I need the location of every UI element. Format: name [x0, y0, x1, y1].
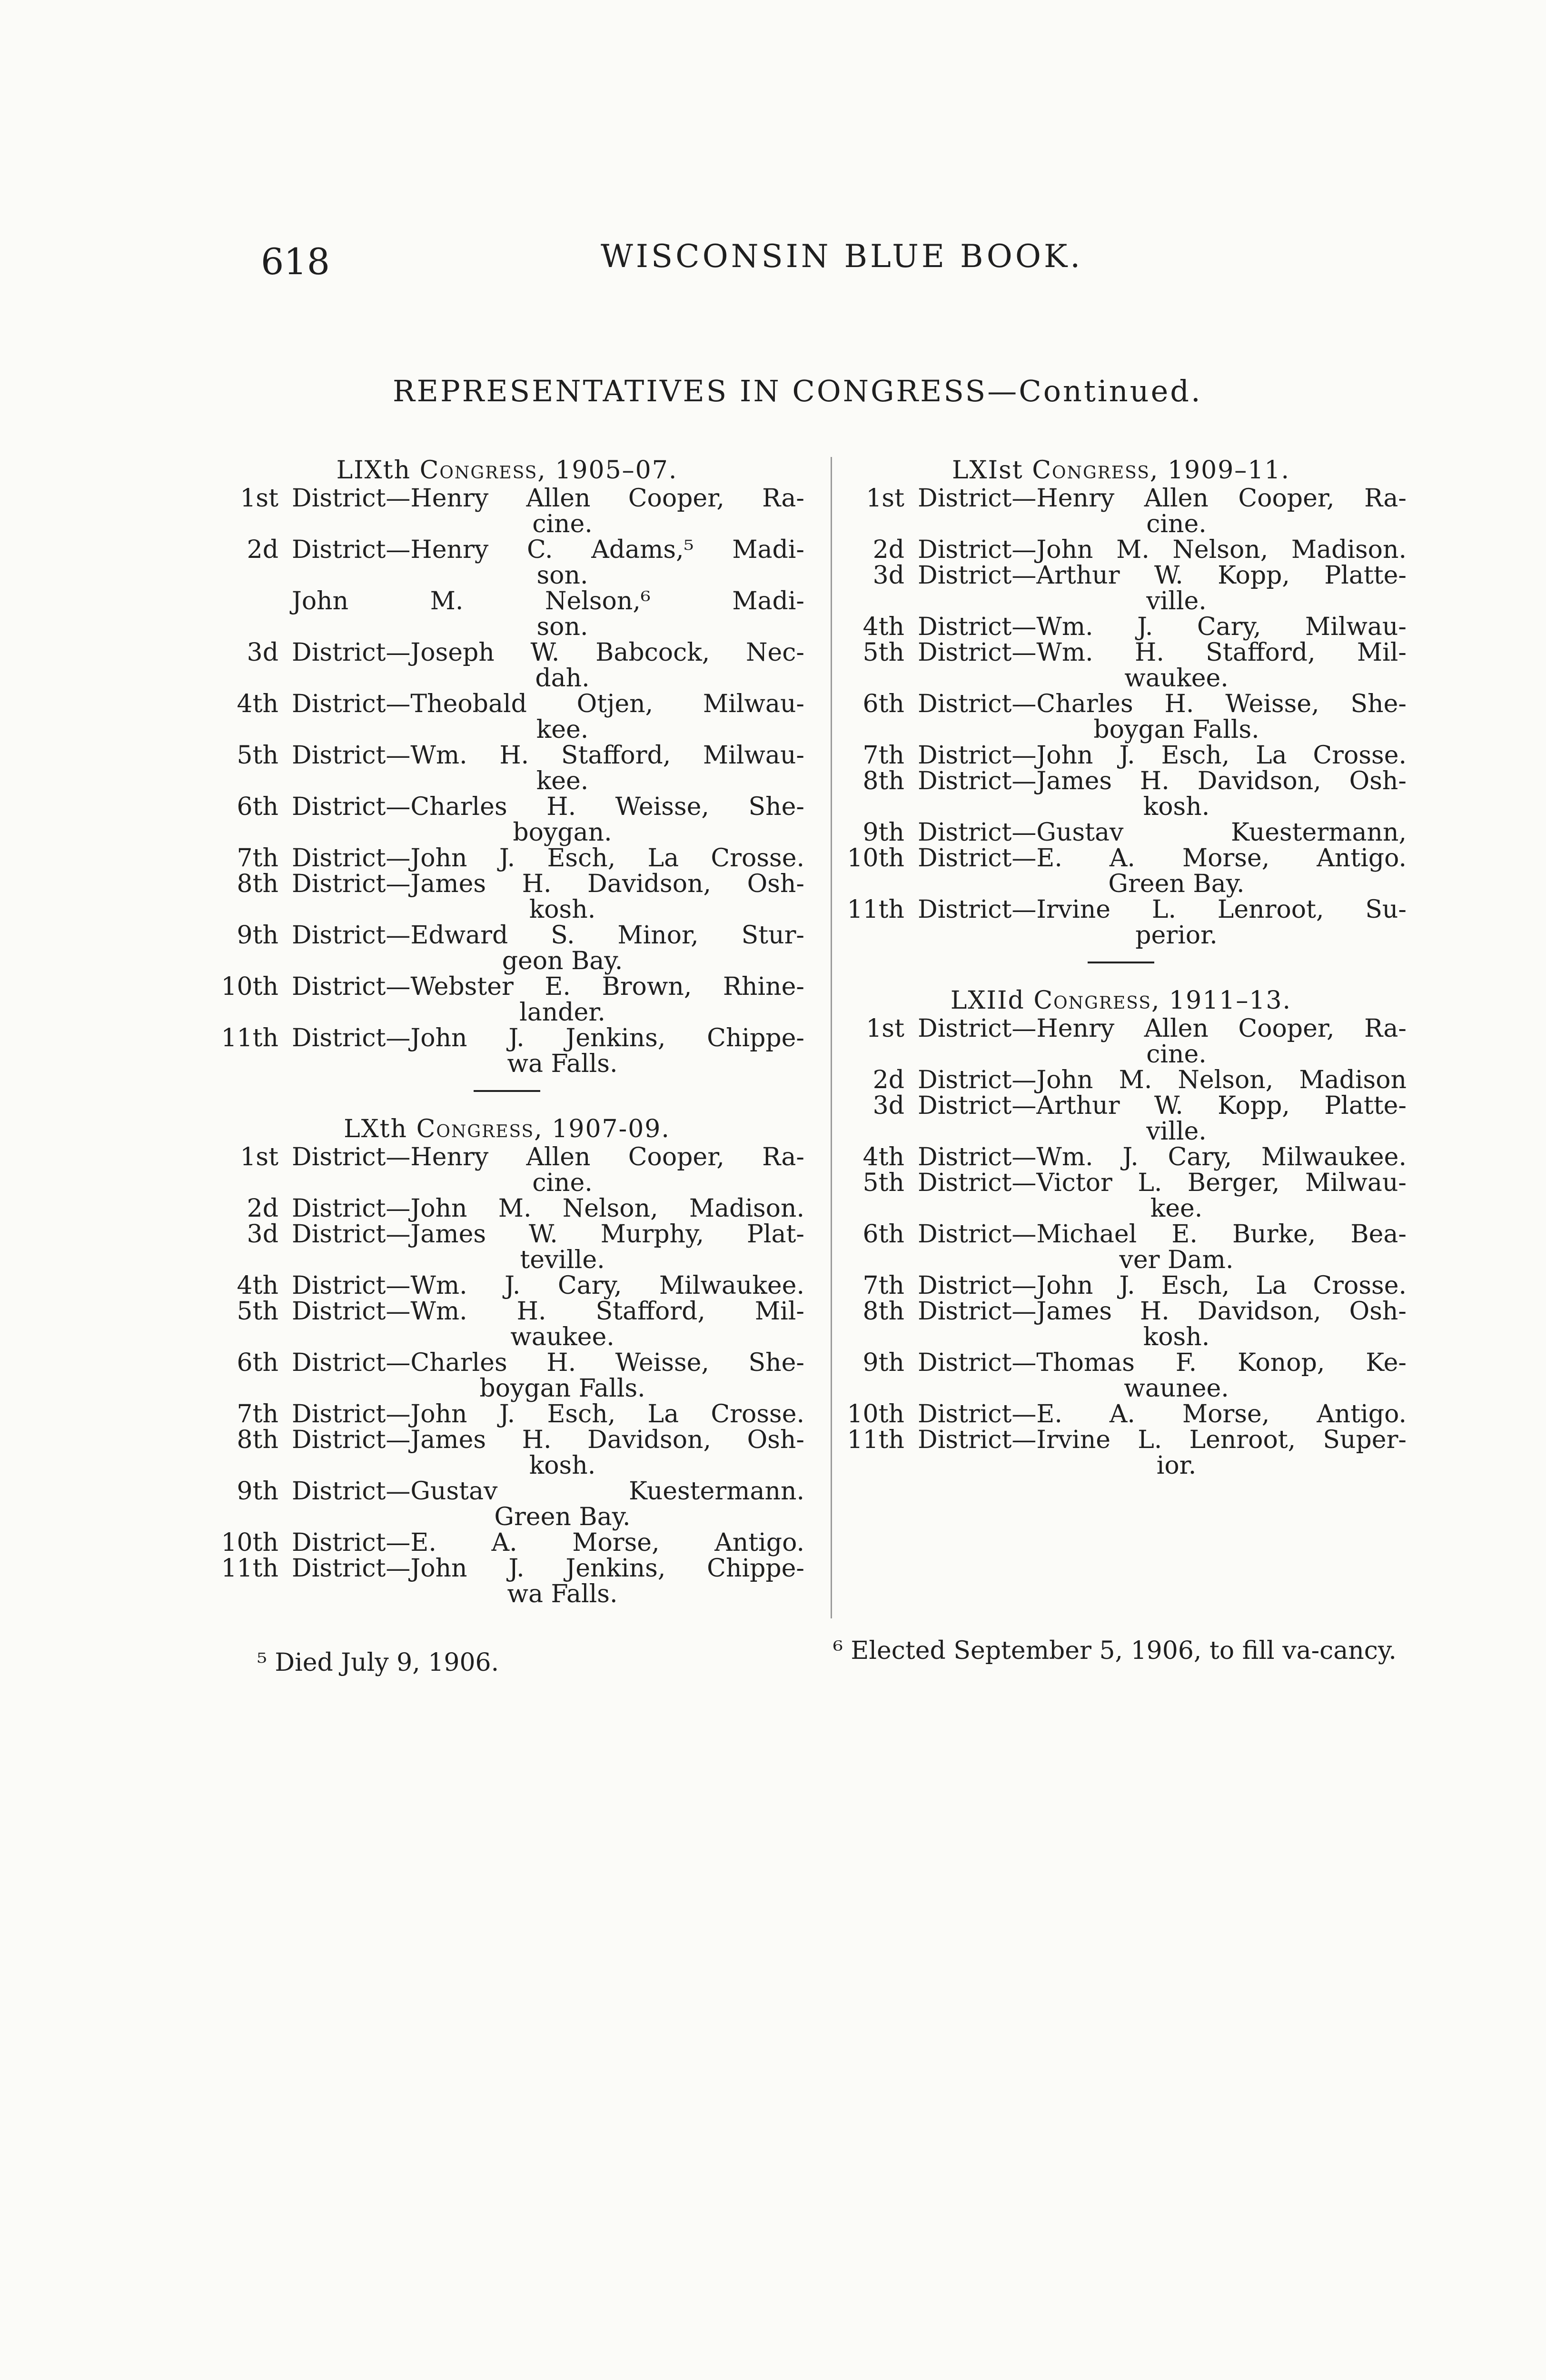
representative-line: District—Webster E. Brown, Rhine-	[292, 972, 804, 1001]
representative-line: District—Henry Allen Cooper, Ra-	[292, 1143, 804, 1171]
district-number: 11th	[221, 1554, 278, 1583]
representative-continuation: ville.	[1146, 1117, 1207, 1146]
congress-years: 1911–13.	[1169, 986, 1292, 1015]
representative-line: District—Charles H. Weisse, She-	[918, 690, 1407, 718]
representative-line: District—Henry C. Adams,⁵ Madi-	[292, 536, 804, 564]
representative-continuation: waukee.	[1124, 664, 1229, 693]
district-entry	[835, 1170, 1407, 1221]
congress-years: 1907-09.	[552, 1115, 670, 1143]
running-head: WISCONSIN BLUE BOOK.	[601, 238, 1083, 275]
representative-continuation: Green Bay.	[1108, 870, 1245, 898]
representative-continuation: wa Falls.	[507, 1050, 618, 1078]
district-entry	[209, 974, 804, 1025]
district-entry	[835, 845, 1407, 897]
representative-continuation: ver Dam.	[1119, 1246, 1234, 1274]
representative-line: District—E. A. Morse, Antigo.	[292, 1528, 804, 1557]
representative-continuation: cine.	[1146, 1040, 1207, 1069]
district-entry	[209, 1478, 804, 1530]
representative-line: District—Victor L. Berger, Milwau-	[918, 1169, 1407, 1197]
representative-continuation: kee.	[1150, 1194, 1203, 1223]
district-entry	[209, 1556, 804, 1607]
representative-line: District—John J. Esch, La Crosse.	[292, 844, 804, 873]
district-number: 8th	[862, 1297, 904, 1326]
congress-block	[835, 987, 1407, 1478]
footnote-6: ⁶ Elected September 5, 1906, to fill va-cancy.	[833, 1636, 1397, 1665]
representative-line: District—Joseph W. Babcock, Nec-	[292, 638, 804, 667]
district-entry	[835, 1016, 1407, 1067]
representative-continuation: cine.	[532, 510, 593, 538]
representative-line: District—Gustav Kuestermann.	[292, 1477, 804, 1506]
representative-line: District—John M. Nelson, Madison	[918, 1066, 1407, 1094]
representative-continuation: kosh.	[529, 1451, 596, 1480]
column-divider	[831, 457, 832, 1618]
representative-continuation: kosh.	[529, 895, 596, 924]
district-number: 11th	[221, 1024, 278, 1052]
district-number: 3d	[247, 1220, 278, 1249]
representative-line: District—Henry Allen Cooper, Ra-	[292, 484, 804, 513]
district-entry	[209, 486, 804, 537]
district-number: 4th	[237, 1271, 278, 1300]
representative-continuation: son.	[536, 613, 588, 641]
section-title: REPRESENTATIVES IN CONGRESS—Continued.	[393, 374, 1202, 408]
representative-continuation: kee.	[536, 715, 589, 744]
district-entry	[835, 1427, 1407, 1478]
congress-ordinal: LXth	[344, 1115, 408, 1143]
district-entry	[835, 1350, 1407, 1401]
representative-continuation: kee.	[536, 767, 589, 795]
district-number: 3d	[872, 1091, 904, 1120]
representative-line: District—Theobald Otjen, Milwau-	[292, 690, 804, 718]
district-entry	[209, 1221, 804, 1273]
representative-line: District—Wm. J. Cary, Milwau-	[918, 613, 1407, 641]
district-number: 1st	[240, 1143, 278, 1171]
congress-years: 1905–07.	[555, 456, 678, 485]
representative-continuation: boygan Falls.	[479, 1374, 645, 1403]
representative-line: District—John J. Esch, La Crosse.	[292, 1400, 804, 1428]
representative-line: John M. Nelson,⁶ Madi-	[292, 587, 804, 615]
district-number: 2d	[247, 1194, 278, 1223]
representative-line: District—Wm. J. Cary, Milwaukee.	[918, 1143, 1407, 1171]
district-entry	[209, 1530, 804, 1556]
representative-line: District—E. A. Morse, Antigo.	[918, 1400, 1407, 1428]
representative-line: District—James H. Davidson, Osh-	[292, 1426, 804, 1454]
representative-line: District—E. A. Morse, Antigo.	[918, 844, 1407, 873]
representative-continuation: dah.	[535, 664, 590, 693]
congress-word: Congress,	[416, 1115, 543, 1143]
representative-continuation: boygan.	[513, 818, 612, 847]
district-number: 8th	[237, 1426, 278, 1454]
representative-line: District—Charles H. Weisse, She-	[292, 1349, 804, 1377]
representative-continuation: boygan Falls.	[1093, 715, 1259, 744]
district-entry	[209, 1196, 804, 1221]
representative-continuation: lander.	[519, 998, 605, 1027]
district-number: 7th	[237, 1400, 278, 1428]
district-entry	[209, 1144, 804, 1196]
district-entry	[209, 537, 804, 588]
district-number: 3d	[247, 638, 278, 667]
district-number: 2d	[247, 536, 278, 564]
district-entry	[835, 897, 1407, 948]
district-number: 10th	[221, 1528, 278, 1557]
district-entry	[835, 1093, 1407, 1144]
representative-line: District—Wm. J. Cary, Milwaukee.	[292, 1271, 804, 1300]
district-entry	[835, 640, 1407, 691]
district-entry	[835, 1067, 1407, 1093]
representative-line: District—James W. Murphy, Plat-	[292, 1220, 804, 1249]
representative-line: District—James H. Davidson, Osh-	[918, 1297, 1407, 1326]
district-entry	[209, 1025, 804, 1077]
district-entry	[835, 563, 1407, 614]
district-entry	[209, 871, 804, 922]
representative-line: District—Arthur W. Kopp, Platte-	[918, 561, 1407, 590]
district-entry	[209, 743, 804, 794]
district-number: 7th	[237, 844, 278, 873]
representative-line: District—Arthur W. Kopp, Platte-	[918, 1091, 1407, 1120]
district-entry	[209, 845, 804, 871]
congress-heading	[209, 1116, 804, 1142]
congress-heading	[835, 987, 1407, 1014]
congress-ordinal: LXIId	[950, 986, 1025, 1015]
district-number	[209, 588, 292, 640]
representative-line: District—John J. Jenkins, Chippe-	[292, 1024, 804, 1052]
representative-line: District—Wm. H. Stafford, Mil-	[918, 638, 1407, 667]
congress-ordinal: LXIst	[952, 456, 1023, 485]
district-number: 2d	[872, 1066, 904, 1094]
district-number: 8th	[862, 767, 904, 795]
district-number: 4th	[237, 690, 278, 718]
district-number: 9th	[237, 921, 278, 950]
left-column	[209, 457, 804, 1607]
representative-line: District—Charles H. Weisse, She-	[292, 793, 804, 821]
district-entry	[835, 486, 1407, 537]
representative-continuation: Green Bay.	[494, 1503, 631, 1531]
congress-heading	[209, 457, 804, 484]
representative-line: District—Irvine L. Lenroot, Super-	[918, 1426, 1407, 1454]
district-entry	[835, 691, 1407, 743]
district-entry	[209, 1273, 804, 1299]
congress-word: Congress,	[419, 456, 546, 485]
district-number: 6th	[237, 1349, 278, 1377]
district-entry	[209, 1401, 804, 1427]
district-number: 9th	[237, 1477, 278, 1506]
congress-block	[835, 457, 1407, 963]
district-number: 10th	[847, 844, 904, 873]
representative-continuation: son.	[536, 561, 588, 590]
district-entry	[835, 1299, 1407, 1350]
district-number: 1st	[240, 484, 278, 513]
representative-continuation: ior.	[1156, 1451, 1197, 1480]
district-number: 9th	[862, 818, 904, 847]
representative-line: District—John J. Esch, La Crosse.	[918, 741, 1407, 770]
representative-line: District—John M. Nelson, Madison.	[292, 1194, 804, 1223]
district-number: 2d	[872, 536, 904, 564]
representative-line: District—John J. Esch, La Crosse.	[918, 1271, 1407, 1300]
congress-word: Congress,	[1032, 456, 1159, 485]
representative-line: District—James H. Davidson, Osh-	[918, 767, 1407, 795]
district-number: 5th	[862, 638, 904, 667]
congress-heading	[835, 457, 1407, 484]
representative-continuation: waunee.	[1124, 1374, 1229, 1403]
district-entry	[835, 537, 1407, 563]
congress-years: 1909–11.	[1167, 456, 1290, 485]
district-entry	[209, 1427, 804, 1478]
district-entry	[835, 768, 1407, 820]
district-entry	[835, 820, 1407, 845]
representative-continuation: kosh.	[1143, 1323, 1210, 1351]
right-column	[835, 457, 1407, 1478]
congress-block	[209, 1116, 804, 1607]
representative-line: District—Henry Allen Cooper, Ra-	[918, 1014, 1407, 1043]
representative-line: District—Wm. H. Stafford, Mil-	[292, 1297, 804, 1326]
district-entry	[835, 614, 1407, 640]
district-number: 7th	[862, 1271, 904, 1300]
district-number: 11th	[847, 1426, 904, 1454]
district-number: 10th	[221, 972, 278, 1001]
representative-continuation: perior.	[1135, 921, 1218, 950]
district-entry	[835, 743, 1407, 768]
section-rule	[1088, 962, 1154, 963]
representative-line: District—Michael E. Burke, Bea-	[918, 1220, 1407, 1249]
representative-continuation: geon Bay.	[502, 947, 623, 975]
representative-continuation: kosh.	[1143, 793, 1210, 821]
district-entry	[835, 1401, 1407, 1427]
district-number: 1st	[866, 1014, 904, 1043]
district-number: 3d	[872, 561, 904, 590]
representative-continuation: wa Falls.	[507, 1580, 618, 1608]
district-number: 5th	[862, 1169, 904, 1197]
representative-continuation: waukee.	[510, 1323, 614, 1351]
representative-line: District—John M. Nelson, Madison.	[918, 536, 1407, 564]
district-number: 1st	[866, 484, 904, 513]
district-number: 4th	[862, 613, 904, 641]
district-number: 5th	[237, 741, 278, 770]
district-number: 6th	[862, 1220, 904, 1249]
representative-line: District—Edward S. Minor, Stur-	[292, 921, 804, 950]
district-entry	[209, 588, 804, 640]
district-number: 4th	[862, 1143, 904, 1171]
representative-line: District—Wm. H. Stafford, Milwau-	[292, 741, 804, 770]
congress-block	[209, 457, 804, 1092]
district-entry	[209, 794, 804, 845]
district-number: 6th	[237, 793, 278, 821]
congress-ordinal: LIXth	[336, 456, 411, 485]
district-number: 8th	[237, 870, 278, 898]
representative-line: District—Gustav Kuestermann,	[918, 818, 1407, 847]
footnote-5: ⁵ Died July 9, 1906.	[257, 1648, 499, 1677]
district-number: 5th	[237, 1297, 278, 1326]
representative-continuation: teville.	[520, 1246, 605, 1274]
district-number: 7th	[862, 741, 904, 770]
district-entry	[835, 1144, 1407, 1170]
representative-continuation: cine.	[532, 1169, 593, 1197]
representative-line: District—James H. Davidson, Osh-	[292, 870, 804, 898]
district-entry	[209, 1350, 804, 1401]
district-entry	[209, 922, 804, 974]
district-number: 6th	[862, 690, 904, 718]
representative-continuation: ville.	[1146, 587, 1207, 615]
district-entry	[209, 1299, 804, 1350]
district-number: 9th	[862, 1349, 904, 1377]
congress-word: Congress,	[1033, 986, 1160, 1015]
district-entry	[209, 691, 804, 743]
representative-line: District—John J. Jenkins, Chippe-	[292, 1554, 804, 1583]
section-rule	[474, 1090, 540, 1092]
page-number: 618	[261, 240, 330, 283]
district-entry	[835, 1273, 1407, 1299]
representative-line: District—Thomas F. Konop, Ke-	[918, 1349, 1407, 1377]
representative-line: District—Irvine L. Lenroot, Su-	[918, 895, 1407, 924]
representative-line: District—Henry Allen Cooper, Ra-	[918, 484, 1407, 513]
representative-continuation: cine.	[1146, 510, 1207, 538]
district-number: 11th	[847, 895, 904, 924]
district-entry	[835, 1221, 1407, 1273]
district-entry	[209, 640, 804, 691]
district-number: 10th	[847, 1400, 904, 1428]
